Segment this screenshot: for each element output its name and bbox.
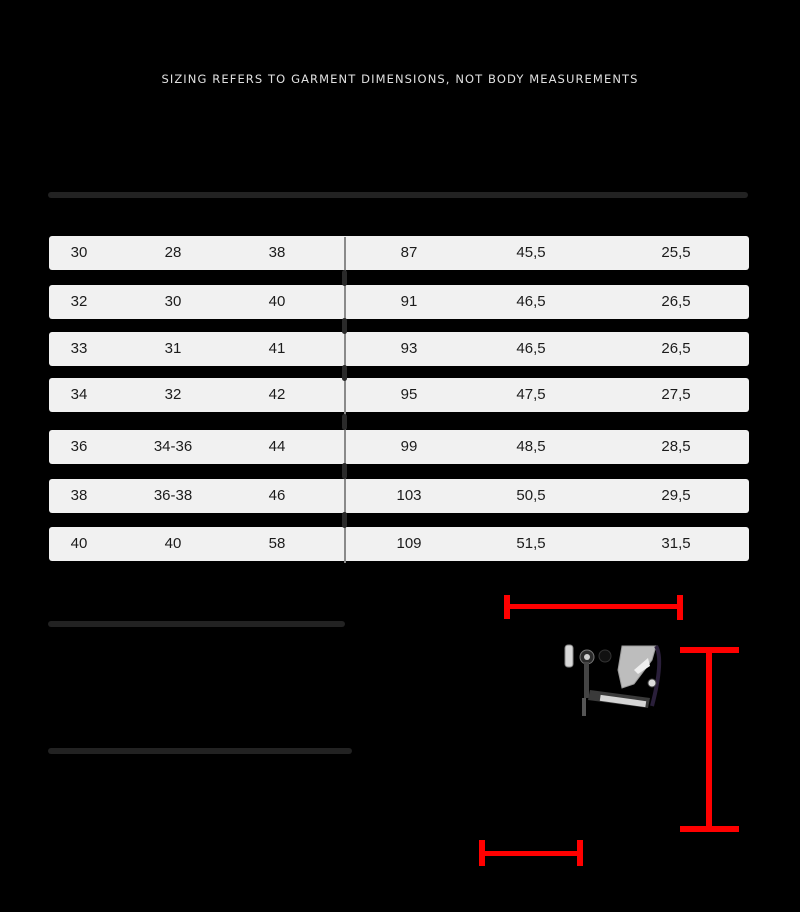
cell: 32: [70, 293, 88, 310]
table-row: [49, 479, 749, 513]
cell: 38: [268, 244, 286, 261]
cell: 28,5: [661, 438, 691, 455]
cell: 45,5: [516, 244, 546, 261]
cell: 58: [268, 535, 286, 552]
table-header-rule: [48, 192, 748, 198]
width-marker-bar: [505, 604, 682, 609]
width-marker-cap: [504, 595, 510, 619]
cell: 40: [164, 535, 182, 552]
cell: 42: [268, 386, 286, 403]
section-rule: [48, 748, 352, 754]
sizing-note: SIZING REFERS TO GARMENT DIMENSIONS, NOT BODY MEASUREMENTS: [161, 72, 639, 86]
cell: 48,5: [516, 438, 546, 455]
divider-knob: [342, 365, 347, 381]
cell: 91: [400, 293, 418, 310]
hem-marker-bar: [482, 851, 582, 856]
cell: 36: [70, 438, 88, 455]
cell: 34-36: [153, 438, 193, 455]
cell: 50,5: [516, 487, 546, 504]
cell: 36-38: [153, 487, 193, 504]
cell: 95: [400, 386, 418, 403]
cell: 31: [164, 340, 182, 357]
cell: 44: [268, 438, 286, 455]
cell: 41: [268, 340, 286, 357]
cell: 26,5: [661, 293, 691, 310]
cell: 93: [400, 340, 418, 357]
cell: 26,5: [661, 340, 691, 357]
cell: 33: [70, 340, 88, 357]
divider-knob: [342, 463, 347, 479]
divider-knob: [342, 414, 347, 430]
width-marker-cap: [677, 595, 683, 620]
cell: 38: [70, 487, 88, 504]
cell: 87: [400, 244, 418, 261]
cell: 46: [268, 487, 286, 504]
cell: 51,5: [516, 535, 546, 552]
cell: 27,5: [661, 386, 691, 403]
table-row: [49, 378, 749, 412]
length-marker-cap: [680, 826, 739, 832]
cell: 46,5: [516, 340, 546, 357]
section-rule: [48, 621, 345, 627]
cell: 25,5: [661, 244, 691, 261]
cell: 30: [164, 293, 182, 310]
cell: 109: [396, 535, 422, 552]
divider-knob: [342, 512, 347, 528]
garment-illustration-icon: [560, 640, 670, 722]
cell: 40: [268, 293, 286, 310]
cell: 46,5: [516, 293, 546, 310]
table-row: [49, 332, 749, 366]
cell: 34: [70, 386, 88, 403]
cell: 32: [164, 386, 182, 403]
table-row: [49, 430, 749, 464]
table-row: [49, 527, 749, 561]
cell: 29,5: [661, 487, 691, 504]
cell: 28: [164, 244, 182, 261]
divider-knob: [342, 270, 347, 286]
cell: 30: [70, 244, 88, 261]
length-marker-bar: [706, 650, 712, 830]
table-row: [49, 285, 749, 319]
cell: 40: [70, 535, 88, 552]
cell: 103: [396, 487, 422, 504]
cell: 47,5: [516, 386, 546, 403]
hem-marker-cap: [577, 840, 583, 866]
divider-knob: [342, 318, 347, 334]
cell: 31,5: [661, 535, 691, 552]
table-row: [49, 236, 749, 270]
cell: 99: [400, 438, 418, 455]
hem-marker-cap: [479, 840, 485, 866]
